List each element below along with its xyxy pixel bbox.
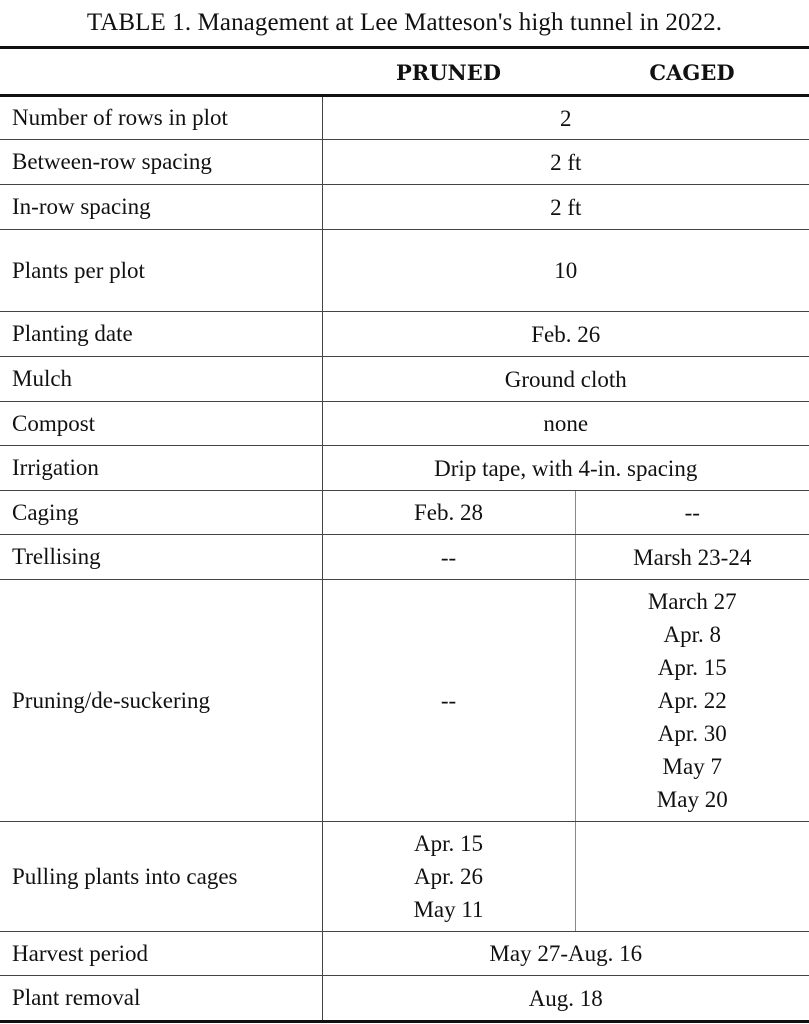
header-caged: CAGED — [575, 51, 809, 96]
table-caption: TABLE 1. Management at Lee Matteson's high tunnel in 2022. — [86, 9, 723, 36]
row-label: Between-row spacing — [0, 140, 322, 185]
table-row — [0, 312, 809, 357]
row-value: 2 ft — [322, 140, 809, 185]
caged-dates-list — [575, 580, 809, 822]
pruned-value: -- — [322, 580, 575, 822]
row-label: Pruning/de-suckering — [0, 580, 322, 822]
row-value: Aug. 18 — [322, 976, 809, 1022]
pruned-value: Feb. 28 — [322, 491, 575, 535]
row-label: Plants per plot — [0, 230, 322, 312]
table-row — [0, 230, 809, 312]
row-value: 2 — [322, 96, 809, 140]
date-item: Apr. 26 — [414, 864, 483, 889]
table-row — [0, 822, 809, 932]
row-value: Drip tape, with 4-in. spacing — [322, 446, 809, 491]
date-item: May 11 — [413, 897, 484, 922]
table-row — [0, 932, 809, 976]
table-row — [0, 357, 809, 402]
date-item: Apr. 8 — [663, 622, 721, 647]
date-item: May 7 — [662, 754, 722, 779]
date-item: May 20 — [656, 787, 728, 812]
date-item: Apr. 22 — [657, 688, 727, 713]
pruned-value: -- — [322, 535, 575, 580]
table-row — [0, 580, 809, 822]
management-table — [0, 51, 809, 1023]
row-label: Compost — [0, 402, 322, 446]
header-label — [0, 51, 322, 96]
row-label: Irrigation — [0, 446, 322, 491]
date-item: Apr. 30 — [657, 721, 727, 746]
header-row — [0, 51, 809, 96]
table-row — [0, 491, 809, 535]
date-item: March 27 — [647, 589, 737, 614]
row-value: Feb. 26 — [322, 312, 809, 357]
table-row — [0, 96, 809, 140]
row-value: 10 — [322, 230, 809, 312]
row-value: 2 ft — [322, 185, 809, 230]
table-row — [0, 402, 809, 446]
table-row — [0, 976, 809, 1022]
row-label: Harvest period — [0, 932, 322, 976]
table-row — [0, 140, 809, 185]
table-row — [0, 185, 809, 230]
caged-value — [575, 822, 809, 932]
header-pruned: PRUNED — [322, 51, 575, 96]
row-value: May 27-Aug. 16 — [322, 932, 809, 976]
row-label: In-row spacing — [0, 185, 322, 230]
row-value: none — [322, 402, 809, 446]
pruned-dates-list — [322, 822, 575, 932]
row-label: Mulch — [0, 357, 322, 402]
row-label: Caging — [0, 491, 322, 535]
row-value: Ground cloth — [322, 357, 809, 402]
top-rule — [0, 46, 809, 49]
caged-value: -- — [575, 491, 809, 535]
date-item: Apr. 15 — [657, 655, 727, 680]
row-label: Plant removal — [0, 976, 322, 1022]
date-item: Apr. 15 — [414, 831, 483, 856]
row-label: Number of rows in plot — [0, 96, 322, 140]
table-row — [0, 535, 809, 580]
caged-value: Marsh 23-24 — [575, 535, 809, 580]
row-label: Pulling plants into cages — [0, 822, 322, 932]
table-row — [0, 446, 809, 491]
row-label: Planting date — [0, 312, 322, 357]
row-label: Trellising — [0, 535, 322, 580]
